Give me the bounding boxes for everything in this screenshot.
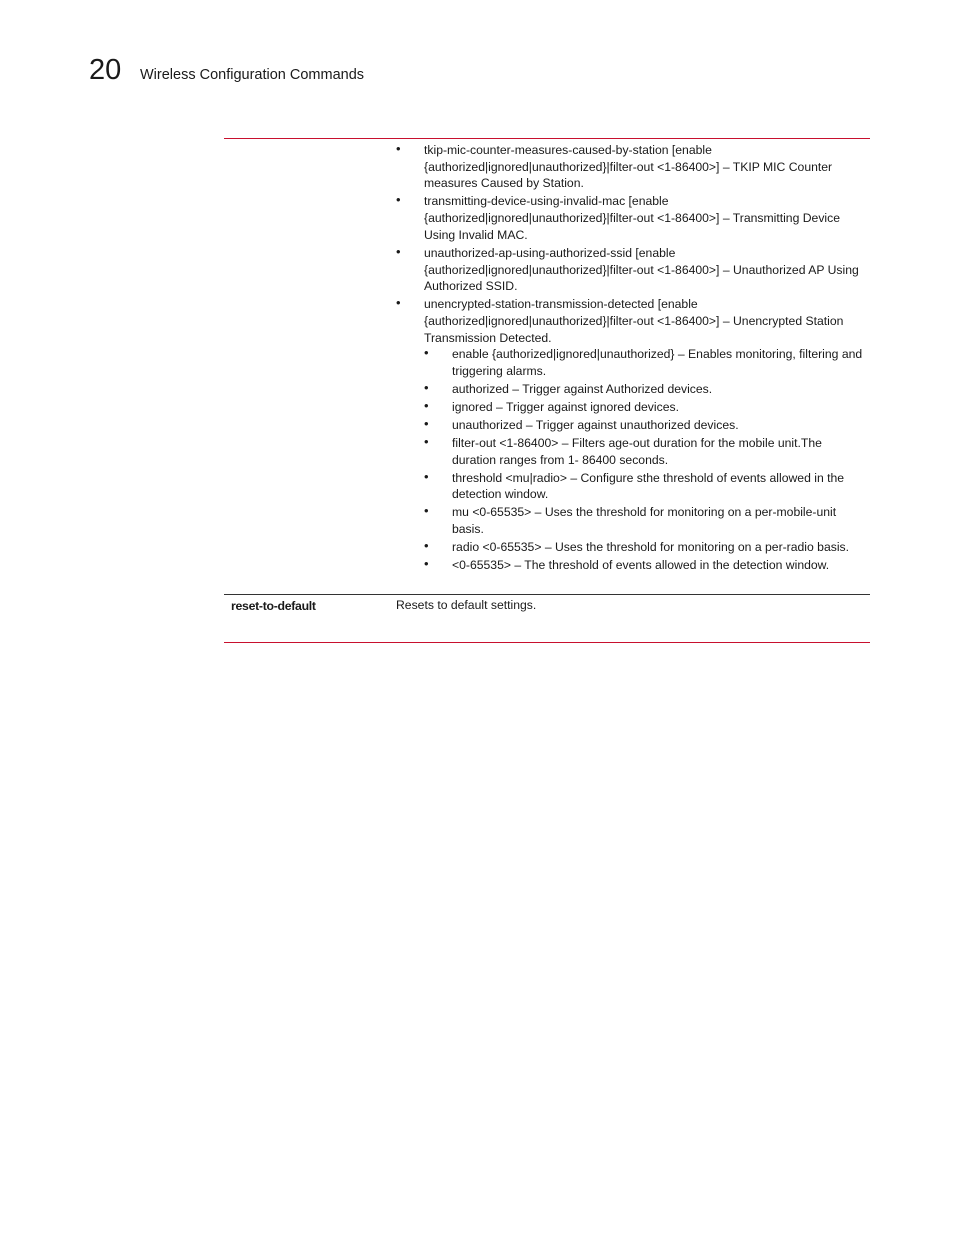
sub-list-item	[424, 470, 868, 503]
sub-list-item-text: authorized – Trigger against Authorized devices.	[452, 382, 713, 397]
row-divider	[224, 594, 870, 595]
option-list	[396, 142, 868, 574]
bullet-icon: •	[424, 398, 429, 414]
sub-list-item	[424, 504, 868, 537]
parameter-description: Resets to default settings.	[396, 598, 537, 612]
bullet-icon: •	[424, 380, 429, 396]
sub-list-item-text: enable {authorized|ignored|unauthorized} – Enables monitoring, filtering and triggering alarms.	[452, 347, 863, 379]
bullet-icon: •	[424, 345, 429, 361]
bullet-icon: •	[424, 556, 429, 572]
sub-list-item	[424, 346, 868, 379]
list-item-text: transmitting-device-using-invalid-mac [enable {authorized|ignored|unauthorized}|filter-out <1-86400>] – Transmitting Device Using Invalid MAC.	[424, 194, 841, 242]
list-item	[396, 142, 868, 192]
list-item	[396, 245, 868, 295]
sub-list-item-text: ignored – Trigger against ignored devices.	[452, 400, 679, 415]
table-top-rule	[224, 138, 870, 139]
sub-list-item-text: unauthorized – Trigger against unauthorized devices.	[452, 418, 739, 433]
list-item	[396, 193, 868, 243]
sub-list-item-text: <0-65535> – The threshold of events allowed in the detection window.	[452, 558, 830, 573]
sub-list-item	[424, 557, 868, 574]
table-bottom-rule	[224, 642, 870, 643]
sub-list-item	[424, 381, 868, 398]
bullet-icon: •	[396, 243, 401, 259]
bullet-icon: •	[424, 503, 429, 519]
bullet-icon: •	[396, 295, 401, 311]
list-item-text: unauthorized-ap-using-authorized-ssid [enable {authorized|ignored|unauthorized}|filter-out <1-86400>] – Unauthorized AP Using Authorized SSID.	[424, 245, 859, 294]
sub-list-item	[424, 417, 868, 434]
sub-list-item-text: threshold <mu|radio> – Configure sthe threshold of events allowed in the detection window.	[452, 470, 845, 502]
bullet-icon: •	[396, 141, 401, 156]
sub-list-item	[424, 435, 868, 468]
sub-option-list	[424, 346, 868, 574]
list-item-text: tkip-mic-counter-measures-caused-by-station [enable {authorized|ignored|unauthorized}|filter-out <1-86400>] – TKIP MIC Counter measures Caused by Station.	[424, 143, 833, 191]
chapter-title: Wireless Configuration Commands	[140, 67, 365, 83]
bullet-icon: •	[424, 416, 429, 432]
bullet-icon: •	[396, 192, 401, 208]
sub-list-item-text: mu <0-65535> – Uses the threshold for monitoring on a per-mobile-unit basis.	[452, 505, 837, 537]
sub-list-item-text: radio <0-65535> – Uses the threshold for monitoring on a per-radio basis.	[452, 540, 850, 555]
bullet-icon: •	[424, 538, 429, 554]
sub-list-item	[424, 539, 868, 556]
bullet-icon: •	[424, 434, 429, 450]
chapter-number: 20	[89, 54, 122, 86]
sub-list-item-text: filter-out <1-86400> – Filters age-out duration for the mobile unit.The duration ranges from 1- 86400 seconds.	[452, 436, 822, 467]
list-item	[396, 296, 868, 574]
list-item-text: unencrypted-station-transmission-detected [enable {authorized|ignored|unauthorized}|filter-out <1-86400>] – Unencrypted Station Transmission Detected.	[424, 297, 844, 345]
sub-list-item	[424, 399, 868, 416]
bullet-icon: •	[424, 468, 429, 484]
parameter-description-cell	[396, 142, 868, 575]
parameter-name: reset-to-default	[231, 599, 316, 613]
